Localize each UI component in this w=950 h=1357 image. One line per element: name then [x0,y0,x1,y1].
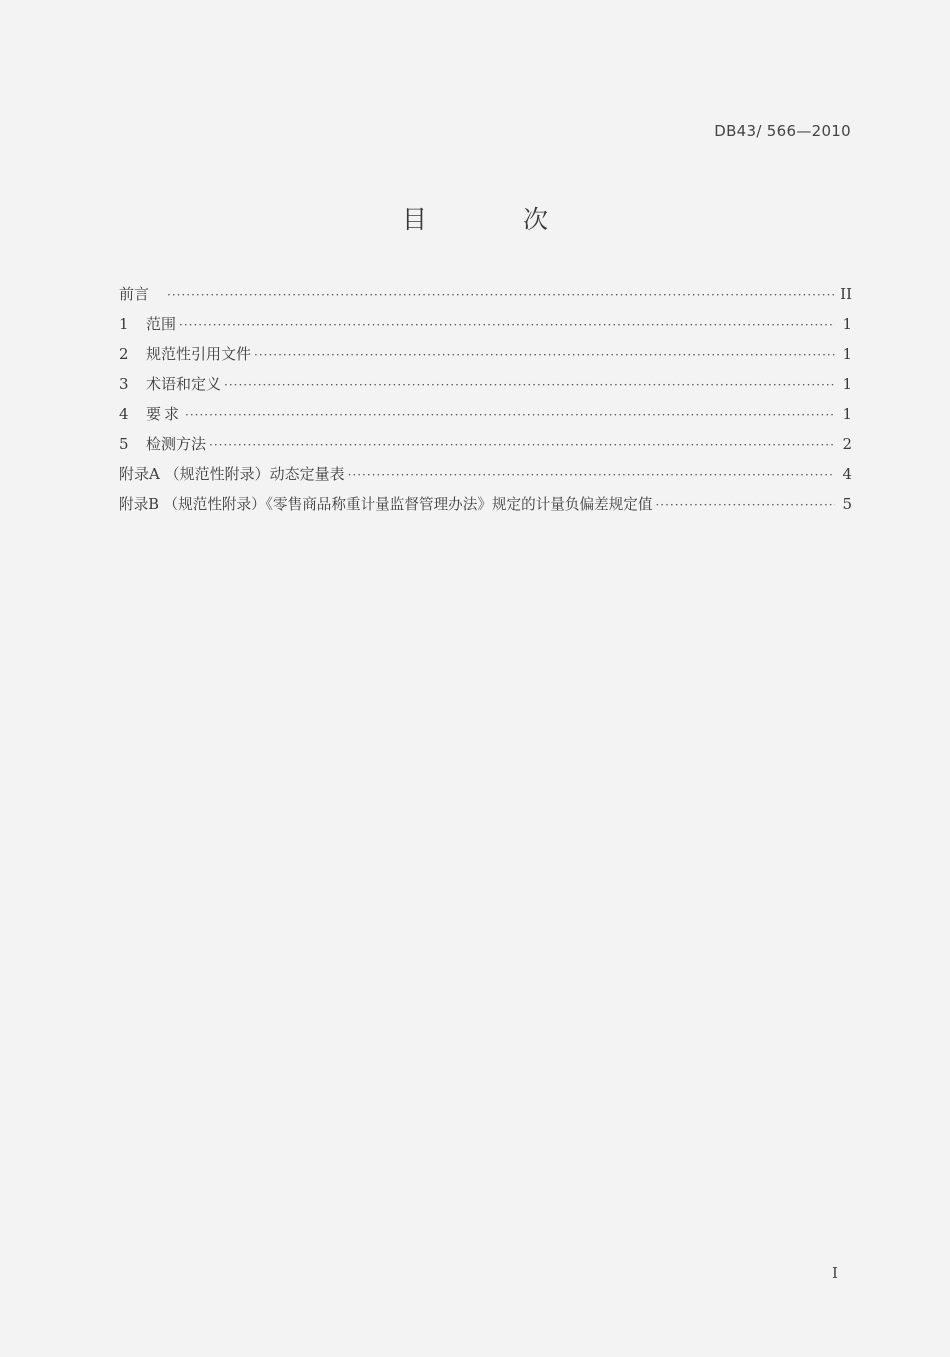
toc-entry-annex-a[interactable] [119,463,852,493]
table-of-contents [119,283,852,523]
toc-entry-number: 2 [119,345,129,363]
toc-entry-number: 3 [119,375,129,393]
toc-entry-number: 1 [119,315,129,333]
toc-entry-page: 2 [842,435,852,453]
toc-dot-leader [167,288,835,302]
toc-entry-terms-definitions[interactable] [119,373,852,403]
toc-entry-requirements[interactable] [119,403,852,433]
toc-entry-label: 附录B （规范性附录）《零售商品称重计量监督管理办法》规定的计量负偏差规定值 [119,496,653,513]
toc-entry-label: 附录A （规范性附录）动态定量表 [119,465,345,483]
toc-entry-page: 4 [842,465,852,483]
toc-entry-page: 1 [842,405,852,423]
toc-dot-leader [655,498,835,512]
toc-entry-scope[interactable] [119,313,852,343]
toc-entry-label: 3 术语和定义 [119,375,222,393]
toc-entry-label: 前言 [119,285,150,303]
toc-entry-label: 2 规范性引用文件 [119,345,252,363]
toc-entry-label: 4 要求 [119,405,183,423]
toc-dot-leader [209,438,835,452]
toc-entry-normative-references[interactable] [119,343,852,373]
toc-entry-annex-b[interactable] [119,493,852,523]
toc-title: 目 次 [402,205,592,234]
toc-dot-leader [254,348,835,362]
toc-dot-leader [224,378,835,392]
toc-entry-number: 5 [119,435,129,453]
toc-entry-test-methods[interactable] [119,433,852,463]
toc-entry-label: 1 范围 [119,315,177,333]
toc-dot-leader [179,318,835,332]
toc-entry-page: II [840,285,852,303]
toc-entry-page: 1 [842,345,852,363]
page-number: I [832,1264,838,1282]
toc-entry-number: 4 [119,405,129,423]
toc-entry-page: 5 [842,495,852,513]
toc-entry-page: 1 [842,315,852,333]
toc-entry-label: 5 检测方法 [119,435,207,453]
toc-dot-leader [185,408,835,422]
toc-dot-leader [348,468,835,482]
toc-entry-page: 1 [842,375,852,393]
standard-code: DB43/ 566—2010 [714,122,851,140]
toc-entry-foreword[interactable] [119,283,852,313]
